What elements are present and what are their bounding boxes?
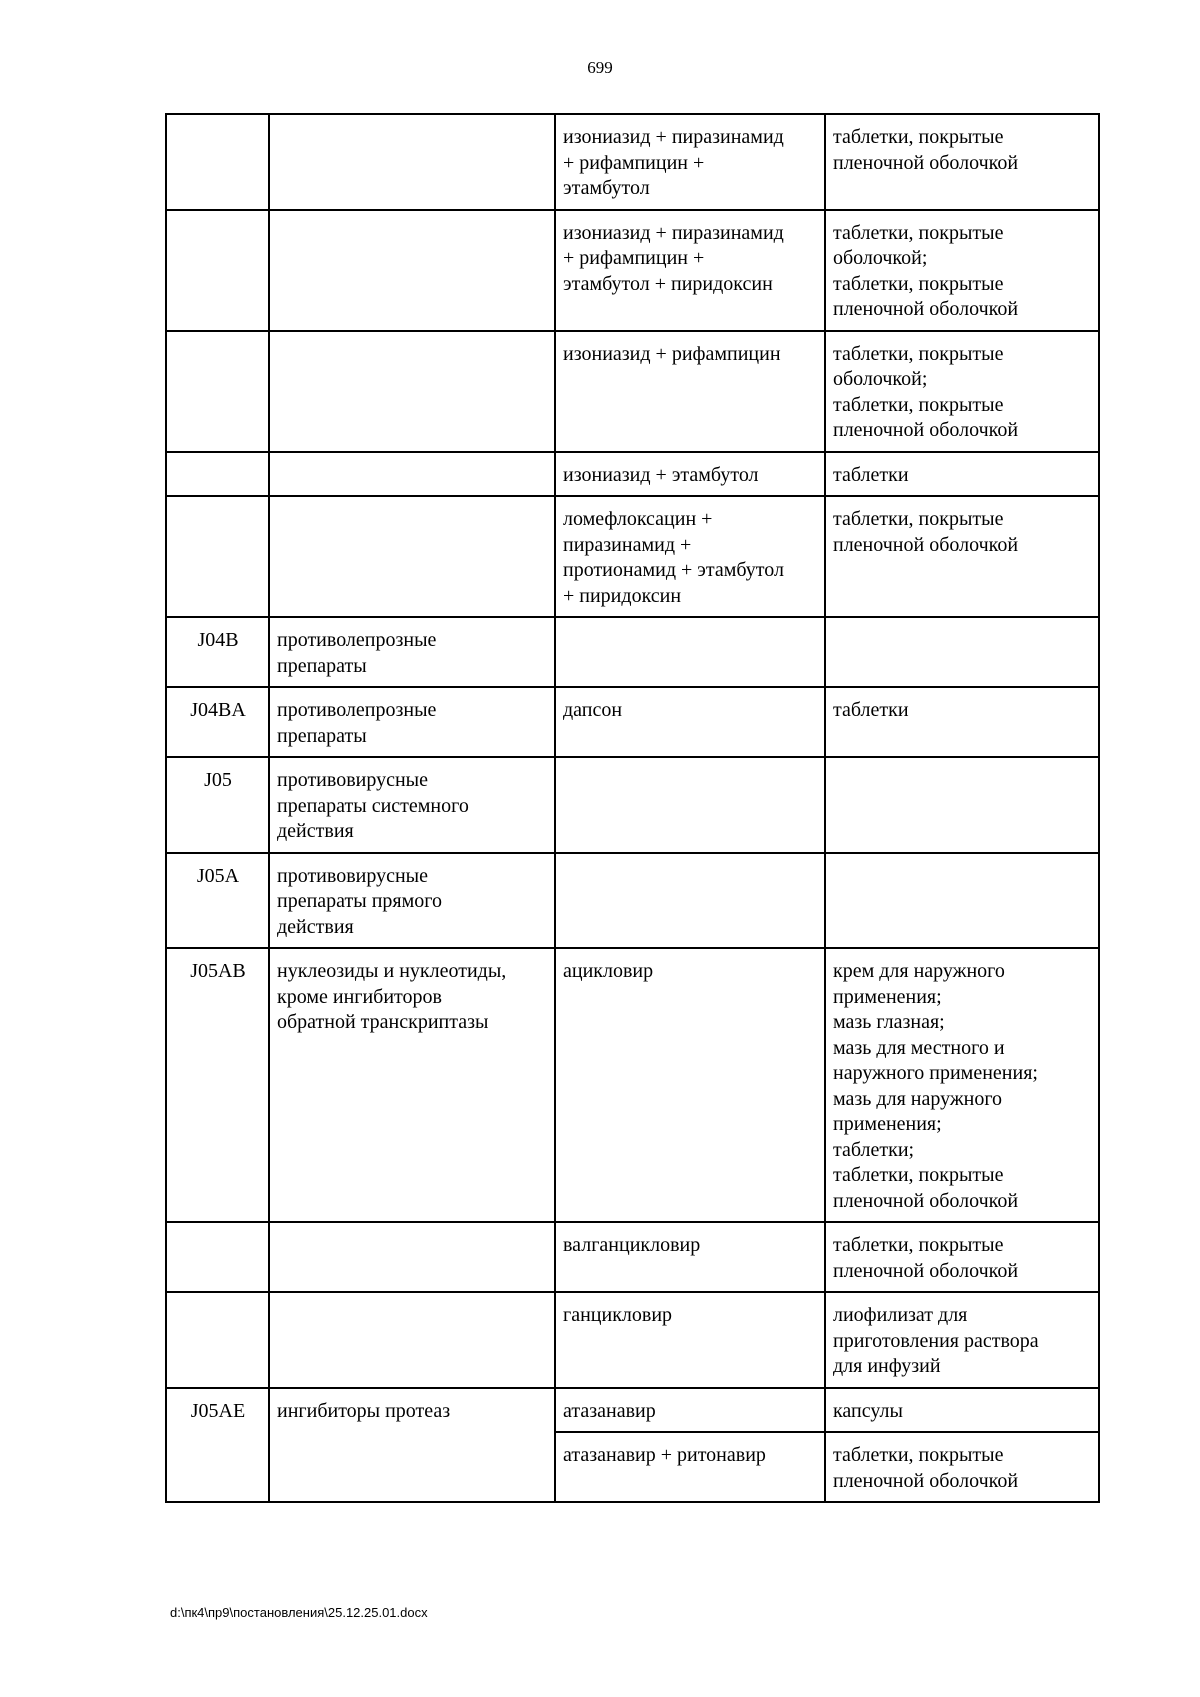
group-cell bbox=[269, 452, 555, 497]
substance-cell bbox=[555, 331, 825, 452]
table-row bbox=[166, 114, 1099, 210]
group-cell-text: противовирусные препараты прямого действия bbox=[277, 864, 442, 938]
dosage-form-cell-text: таблетки bbox=[833, 463, 909, 486]
table-row bbox=[166, 757, 1099, 853]
atc-code-cell-text: J05AE bbox=[190, 1399, 246, 1422]
substance-cell-text: атазанавир bbox=[563, 1399, 656, 1422]
atc-code-cell bbox=[166, 114, 269, 210]
substance-cell bbox=[555, 617, 825, 687]
substance-cell-text: изониазид + этамбутол bbox=[563, 463, 759, 486]
dosage-form-cell-text: капсулы bbox=[833, 1399, 903, 1422]
atc-code-cell bbox=[166, 331, 269, 452]
table-row bbox=[166, 1292, 1099, 1388]
table-row bbox=[166, 687, 1099, 757]
dosage-form-cell-text: таблетки, покрытые оболочкой; таблетки, покрытые пленочной оболочкой bbox=[833, 342, 1019, 441]
dosage-form-cell-text: таблетки bbox=[833, 699, 909, 721]
table-row bbox=[166, 496, 1099, 617]
group-cell bbox=[269, 757, 555, 853]
atc-code-cell-text: J05A bbox=[196, 864, 240, 887]
group-cell-text: нуклеозиды и нуклеотиды, кроме ингибиторов обратной транскриптазы bbox=[277, 960, 507, 1033]
atc-code-cell bbox=[166, 853, 269, 949]
dosage-form-cell bbox=[825, 1432, 1099, 1502]
table-row bbox=[166, 617, 1099, 687]
dosage-form-cell bbox=[825, 1222, 1099, 1292]
substance-cell-text: дапсон bbox=[563, 699, 623, 721]
dosage-form-cell bbox=[825, 331, 1099, 452]
dosage-form-cell-text: таблетки, покрытые пленочной оболочкой bbox=[833, 1234, 1019, 1282]
group-cell bbox=[269, 1388, 555, 1503]
atc-code-cell bbox=[166, 1222, 269, 1292]
atc-code-cell bbox=[166, 1292, 269, 1388]
dosage-form-cell bbox=[825, 210, 1099, 331]
group-cell bbox=[269, 687, 555, 757]
atc-code-cell bbox=[166, 757, 269, 853]
atc-code-cell bbox=[166, 617, 269, 687]
atc-code-cell-text: J05AB bbox=[190, 960, 246, 982]
dosage-form-cell-text: таблетки, покрытые пленочной оболочкой bbox=[833, 126, 1019, 174]
atc-code-cell bbox=[166, 210, 269, 331]
dosage-form-cell bbox=[825, 114, 1099, 210]
substance-cell bbox=[555, 210, 825, 331]
dosage-form-cell bbox=[825, 1388, 1099, 1433]
atc-code-cell bbox=[166, 948, 269, 1222]
group-cell bbox=[269, 948, 555, 1222]
dosage-form-cell-text: таблетки, покрытые пленочной оболочкой bbox=[833, 508, 1019, 556]
dosage-form-cell bbox=[825, 1292, 1099, 1388]
dosage-form-cell bbox=[825, 948, 1099, 1222]
atc-code-cell-text: J04BA bbox=[190, 699, 246, 721]
substance-cell bbox=[555, 452, 825, 497]
substance-cell-text: атазанавир + ритонавир bbox=[563, 1444, 766, 1466]
dosage-form-cell bbox=[825, 853, 1099, 949]
substance-cell bbox=[555, 114, 825, 210]
substance-cell bbox=[555, 1432, 825, 1502]
dosage-form-cell-text: таблетки, покрытые пленочной оболочкой bbox=[833, 1444, 1019, 1492]
substance-cell bbox=[555, 948, 825, 1222]
group-cell bbox=[269, 496, 555, 617]
page-number: 699 bbox=[587, 58, 613, 77]
table-row bbox=[166, 1388, 1099, 1433]
group-cell bbox=[269, 331, 555, 452]
dosage-form-cell-text: таблетки, покрытые оболочкой; таблетки, покрытые пленочной оболочкой bbox=[833, 221, 1019, 320]
atc-code-cell-text: J05 bbox=[204, 769, 232, 791]
substance-cell-text: ганцикловир bbox=[563, 1304, 673, 1326]
substance-cell bbox=[555, 757, 825, 853]
group-cell-text: противолепрозные препараты bbox=[277, 629, 437, 677]
group-cell-text: ингибиторы протеаз bbox=[277, 1399, 451, 1422]
substance-cell-text: ломефлоксацин + пиразинамид + протионамид + этамбутол + пиридоксин bbox=[563, 508, 784, 607]
group-cell bbox=[269, 1292, 555, 1388]
atc-code-cell bbox=[166, 1388, 269, 1503]
table-row bbox=[166, 853, 1099, 949]
dosage-form-cell-text: крем для наружного применения; мазь глазная; мазь для местного и наружного применения; мазь для наружного применения; таблетки; таблетки, покрытые пленочной оболочкой bbox=[833, 960, 1038, 1212]
group-cell bbox=[269, 617, 555, 687]
substance-cell-text: изониазид + пиразинамид + рифампицин + этамбутол bbox=[563, 126, 784, 199]
table-row bbox=[166, 1222, 1099, 1292]
dosage-form-cell bbox=[825, 757, 1099, 853]
substance-cell bbox=[555, 1292, 825, 1388]
substance-cell bbox=[555, 687, 825, 757]
substance-cell bbox=[555, 1222, 825, 1292]
group-cell bbox=[269, 114, 555, 210]
group-cell bbox=[269, 1222, 555, 1292]
group-cell bbox=[269, 210, 555, 331]
footer-file-path: d:\пк4\пр9\постановления\25.12.25.01.docx bbox=[170, 1605, 428, 1620]
dosage-form-cell bbox=[825, 496, 1099, 617]
group-cell-text: противолепрозные препараты bbox=[277, 699, 437, 747]
drug-table-body bbox=[166, 114, 1099, 1502]
substance-cell bbox=[555, 853, 825, 949]
substance-cell-text: ацикловир bbox=[563, 960, 654, 982]
substance-cell-text: изониазид + пиразинамид + рифампицин + этамбутол + пиридоксин bbox=[563, 221, 784, 295]
atc-code-cell-text: J04B bbox=[197, 629, 239, 651]
table-row bbox=[166, 948, 1099, 1222]
atc-code-cell bbox=[166, 452, 269, 497]
substance-cell-text: изониазид + рифампицин bbox=[563, 342, 781, 365]
group-cell bbox=[269, 853, 555, 949]
dosage-form-cell bbox=[825, 687, 1099, 757]
atc-code-cell bbox=[166, 496, 269, 617]
table-row bbox=[166, 210, 1099, 331]
dosage-form-cell-text: лиофилизат для приготовления раствора для инфузий bbox=[833, 1304, 1039, 1377]
substance-cell bbox=[555, 1388, 825, 1433]
table-row bbox=[166, 452, 1099, 497]
dosage-form-cell bbox=[825, 617, 1099, 687]
substance-cell-text: валганцикловир bbox=[563, 1234, 701, 1256]
dosage-form-cell bbox=[825, 452, 1099, 497]
atc-code-cell bbox=[166, 687, 269, 757]
substance-cell bbox=[555, 496, 825, 617]
table-row bbox=[166, 331, 1099, 452]
group-cell-text: противовирусные препараты системного действия bbox=[277, 769, 469, 842]
drug-table bbox=[165, 113, 1100, 1503]
